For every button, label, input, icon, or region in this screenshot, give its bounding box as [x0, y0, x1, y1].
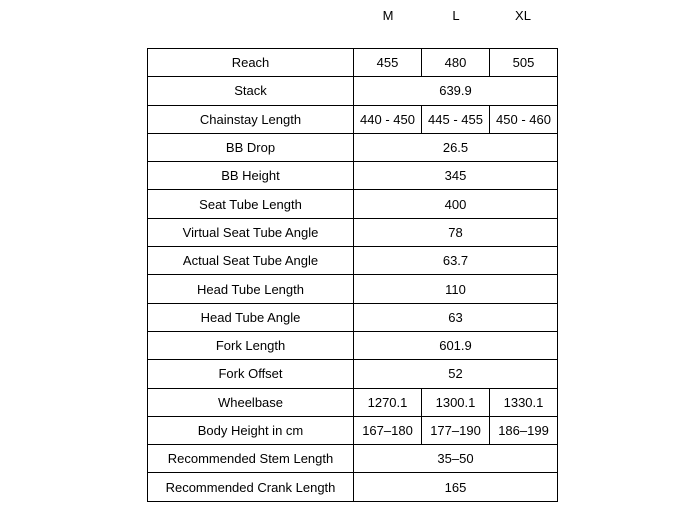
table-row [148, 105, 558, 133]
table-row [148, 360, 558, 388]
size-header-m: M [382, 8, 394, 23]
size-header-xl: XL [515, 8, 531, 23]
row-value-all-sizes: 639.9 [354, 77, 558, 105]
row-label: Wheelbase [148, 388, 354, 416]
row-value-xl: 186–199 [490, 416, 558, 444]
row-value-m: 1270.1 [354, 388, 422, 416]
row-value-all-sizes: 63 [354, 303, 558, 331]
row-label: BB Height [148, 162, 354, 190]
row-label: Recommended Crank Length [148, 473, 354, 501]
table-row [148, 331, 558, 359]
row-label: Fork Offset [148, 360, 354, 388]
table-row [148, 473, 558, 501]
row-value-all-sizes: 63.7 [354, 247, 558, 275]
row-value-m: 455 [354, 49, 422, 77]
row-label: Head Tube Angle [148, 303, 354, 331]
row-value-all-sizes: 35–50 [354, 445, 558, 473]
row-label: Body Height in cm [148, 416, 354, 444]
row-label: Fork Length [148, 331, 354, 359]
row-label: BB Drop [148, 133, 354, 161]
row-label: Head Tube Length [148, 275, 354, 303]
row-label: Stack [148, 77, 354, 105]
row-value-all-sizes: 400 [354, 190, 558, 218]
row-value-xl: 505 [490, 49, 558, 77]
table-row [148, 77, 558, 105]
table-row [148, 275, 558, 303]
row-value-xl: 1330.1 [490, 388, 558, 416]
table-row [148, 218, 558, 246]
table-row [148, 49, 558, 77]
row-value-all-sizes: 165 [354, 473, 558, 501]
row-value-all-sizes: 52 [354, 360, 558, 388]
row-label: Virtual Seat Tube Angle [148, 218, 354, 246]
table-row [148, 162, 558, 190]
table-row [148, 190, 558, 218]
row-value-m: 440 - 450 [354, 105, 422, 133]
geometry-table-body [148, 49, 558, 502]
row-label: Actual Seat Tube Angle [148, 247, 354, 275]
row-label: Seat Tube Length [148, 190, 354, 218]
row-value-all-sizes: 345 [354, 162, 558, 190]
table-row [148, 388, 558, 416]
row-value-l: 177–190 [422, 416, 490, 444]
row-value-l: 445 - 455 [422, 105, 490, 133]
row-value-all-sizes: 78 [354, 218, 558, 246]
row-value-l: 480 [422, 49, 490, 77]
row-label: Reach [148, 49, 354, 77]
row-value-all-sizes: 26.5 [354, 133, 558, 161]
row-label: Chainstay Length [148, 105, 354, 133]
row-value-all-sizes: 110 [354, 275, 558, 303]
table-row [148, 303, 558, 331]
row-value-xl: 450 - 460 [490, 105, 558, 133]
table-row [148, 416, 558, 444]
size-header-l: L [452, 8, 460, 23]
table-row [148, 247, 558, 275]
row-value-l: 1300.1 [422, 388, 490, 416]
row-label: Recommended Stem Length [148, 445, 354, 473]
table-row [148, 133, 558, 161]
row-value-all-sizes: 601.9 [354, 331, 558, 359]
geometry-table [147, 48, 558, 502]
row-value-m: 167–180 [354, 416, 422, 444]
table-row [148, 445, 558, 473]
